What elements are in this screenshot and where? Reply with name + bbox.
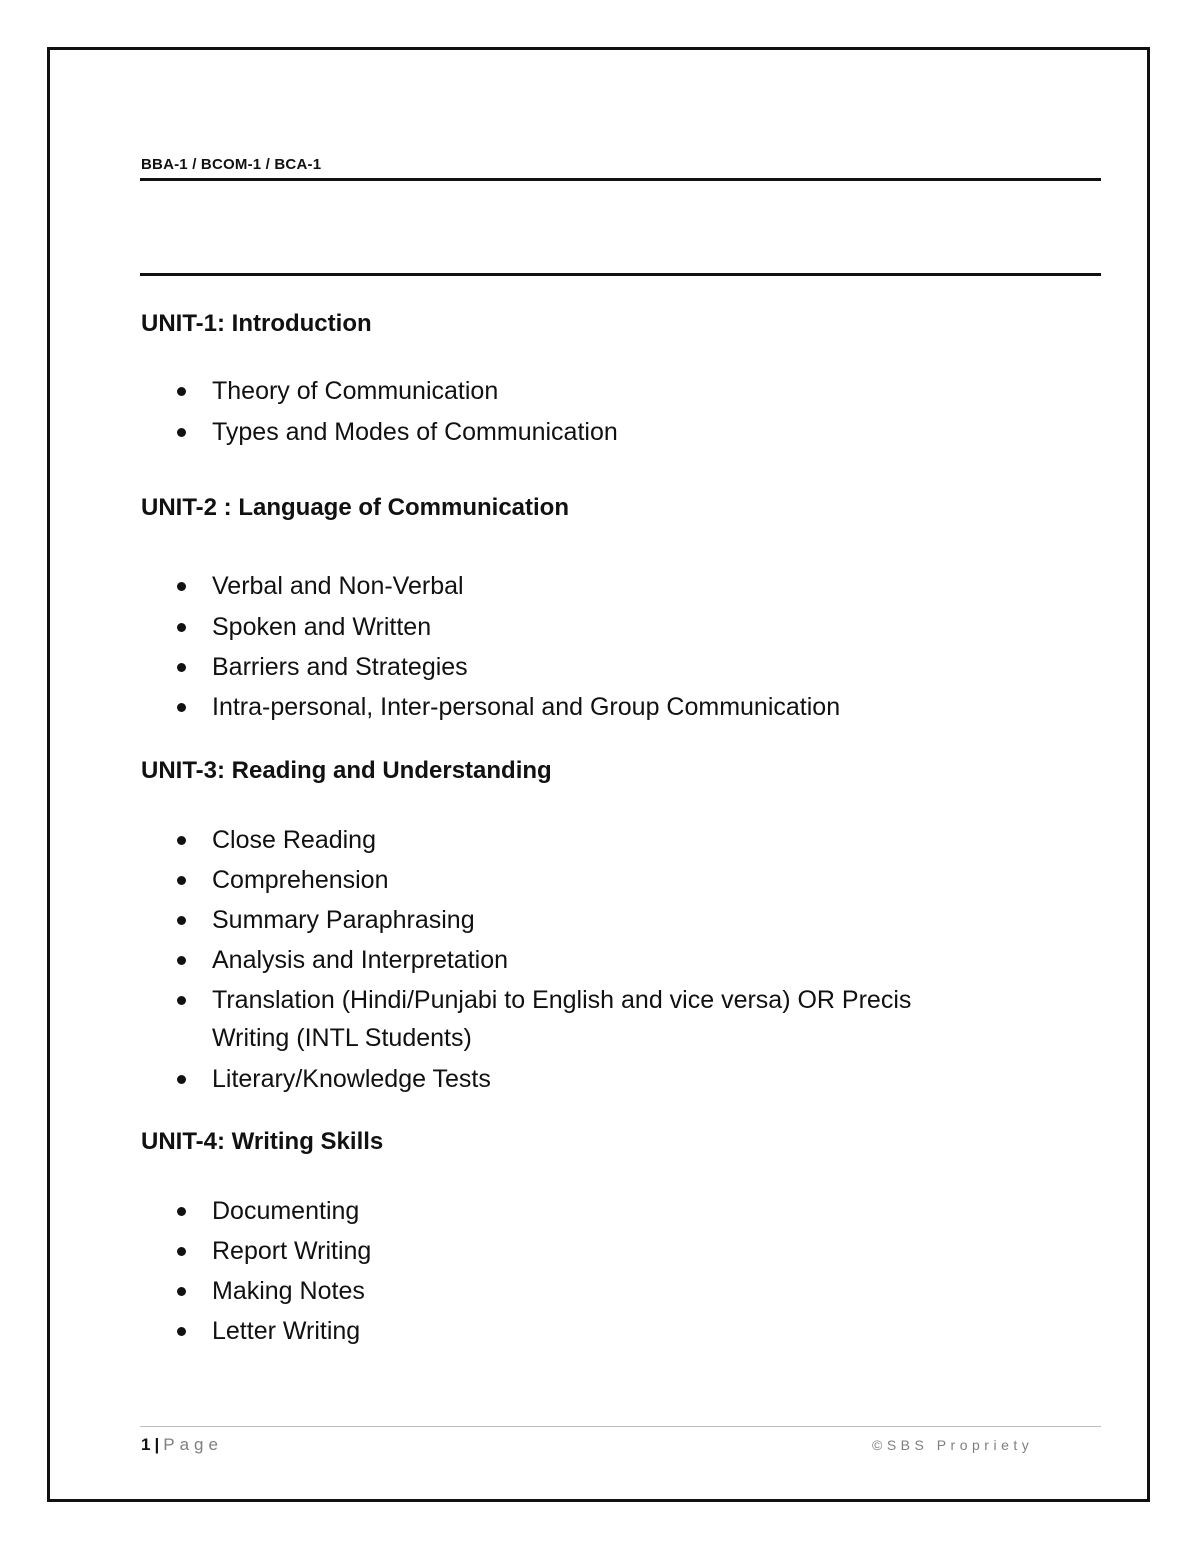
unit-2-list — [141, 567, 1041, 726]
bullet-icon — [177, 836, 186, 845]
unit-3-heading: UNIT-3: Reading and Understanding — [141, 757, 552, 784]
unit-3-list — [141, 821, 1041, 1098]
bullet-icon — [177, 387, 186, 396]
course-header: BBA-1 / BCOM-1 / BCA-1 — [141, 156, 322, 173]
list-item: Intra-personal, Inter-personal and Group Communication — [141, 688, 1041, 726]
bullet-icon — [177, 703, 186, 712]
bullet-icon — [177, 876, 186, 885]
header-rule-bottom — [140, 273, 1101, 276]
bullet-icon — [177, 663, 186, 672]
list-item: Documenting — [141, 1192, 1041, 1232]
page-separator: | — [154, 1435, 160, 1454]
bullet-icon — [177, 1207, 186, 1216]
bullet-icon — [177, 623, 186, 632]
list-item: Spoken and Written — [141, 608, 1041, 648]
bullet-icon — [177, 428, 186, 437]
list-item: Literary/Knowledge Tests — [141, 1060, 1041, 1098]
bullet-icon — [177, 1247, 186, 1256]
bullet-icon — [177, 1327, 186, 1336]
page-label: Page — [163, 1435, 223, 1454]
bullet-icon — [177, 1287, 186, 1296]
list-item: Types and Modes of Communication — [141, 413, 1041, 451]
list-item: Verbal and Non-Verbal — [141, 567, 1041, 608]
bullet-icon — [177, 996, 186, 1005]
bullet-icon — [177, 1075, 186, 1084]
unit-2-heading: UNIT-2 : Language of Communication — [141, 494, 570, 521]
bullet-icon — [177, 582, 186, 591]
page-footer-number — [141, 1435, 223, 1455]
copyright-notice: ©SBS Propriety — [872, 1437, 1034, 1453]
list-item: Close Reading — [141, 821, 1041, 861]
list-item: Translation (Hindi/Punjabi to English and vice versa) OR Precis Writing (INTL Students) — [141, 981, 972, 1060]
list-item: Letter Writing — [141, 1312, 1041, 1350]
bullet-icon — [177, 956, 186, 965]
list-item: Comprehension — [141, 861, 1041, 901]
list-item: Theory of Communication — [141, 372, 1041, 413]
list-item: Making Notes — [141, 1272, 1041, 1312]
footer-rule — [140, 1426, 1101, 1427]
list-item: Report Writing — [141, 1232, 1041, 1272]
list-item: Analysis and Interpretation — [141, 941, 1041, 981]
page-number: 1 — [141, 1435, 151, 1454]
unit-4-heading: UNIT-4: Writing Skills — [141, 1128, 384, 1155]
unit-1-list — [141, 372, 1041, 451]
unit-4-list — [141, 1192, 1041, 1350]
unit-1-heading: UNIT-1: Introduction — [141, 310, 372, 337]
bullet-icon — [177, 916, 186, 925]
list-item: Barriers and Strategies — [141, 648, 1041, 688]
list-item: Summary Paraphrasing — [141, 901, 1041, 941]
header-rule-top — [140, 178, 1101, 181]
